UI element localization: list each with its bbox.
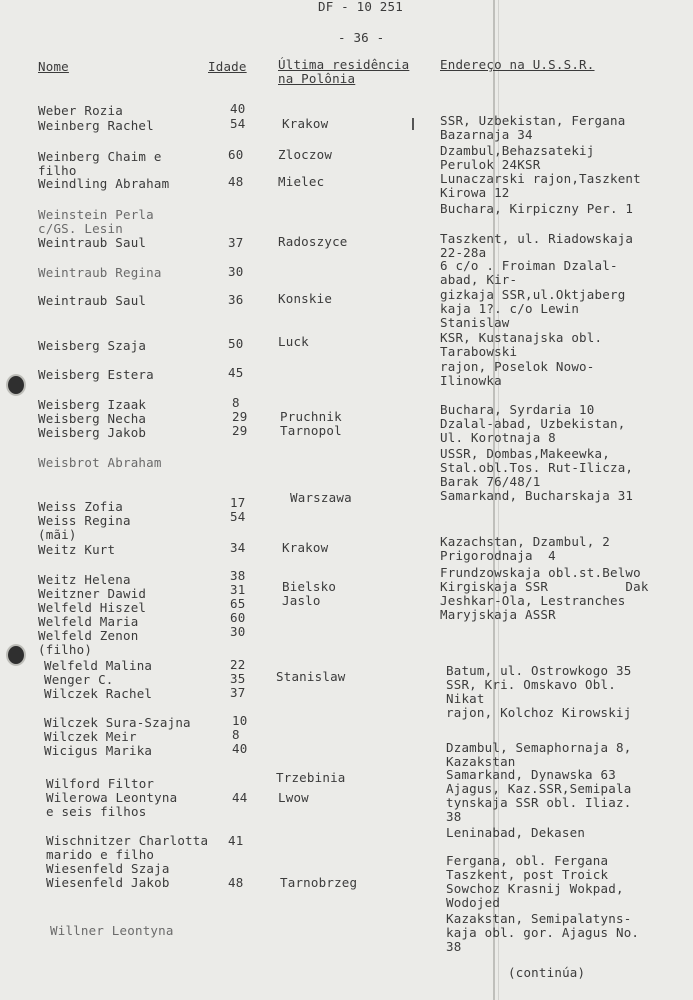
cell-address: Taszkent, ul. Riadowskaja 22-28a — [440, 231, 634, 260]
cell-residence: Krakow — [282, 540, 329, 555]
cell-age: 37 — [228, 235, 244, 250]
cell-age: 17 54 — [230, 495, 246, 524]
cell-address: Kazachstan, Dzambul, 2 Prigorodnaja 4 — [440, 534, 610, 563]
column-header-name: Nome — [38, 59, 69, 74]
cell-address: Buchara, Kirpiczny Per. 1 — [440, 201, 634, 216]
cell-address: Buchara, Syrdaria 10 Dzalal-abad, Uzbekistan, Ul. Korotnaja 8 — [440, 402, 626, 445]
cell-name: Weisberg Szaja — [38, 338, 147, 353]
cell-age: 10 8 40 — [232, 713, 248, 756]
cell-residence: Bielsko Jaslo — [282, 579, 337, 608]
cell-address: Batum, ul. Ostrowkogo 35 SSR, Kri. Omskavo Obl. Nikat rajon, Kolchoz Kirowskij — [446, 663, 632, 720]
cell-address: SSR, Uzbekistan, Fergana Bazarnaja 34 — [440, 113, 626, 142]
cell-age: 44 — [232, 790, 248, 805]
cell-residence: Pruchnik Tarnopol — [280, 409, 342, 438]
cell-address: USSR, Dombas,Makeewka, Stal.obl.Tos. Rut-Ilicza, Barak 76/48/1 — [440, 446, 634, 489]
cell-name: Wilford Filtor Wilerowa Leontyna e seis filhos — [46, 776, 178, 819]
cell-age: 38 31 65 60 30 — [230, 568, 246, 639]
column-header-address: Endereço na U.S.S.R. — [440, 57, 595, 72]
column-header-age: Idade — [208, 59, 247, 74]
cell-residence: Trzebinia — [276, 770, 346, 785]
cell-name: Weisberg Estera — [38, 367, 154, 382]
cell-address: gizkaja SSR,ul.Oktjaberg kaja 1?. c/o Lewin Stanislaw — [440, 287, 626, 330]
cell-name: Weisberg Izaak Weisberg Necha Weisberg Jakob — [38, 397, 147, 440]
cell-address: 6 c/o . Froiman Dzalal- abad, Kir- — [440, 258, 618, 287]
cell-name: Weinstein Perla c/GS. Lesin — [38, 207, 154, 236]
cell-residence: Mielec — [278, 174, 325, 189]
cell-age: 54 — [230, 116, 246, 131]
cell-residence: Konskie — [278, 291, 333, 306]
cell-residence: Warszawa — [290, 490, 352, 505]
cell-residence: Radoszyce — [278, 234, 348, 249]
cell-address: Lunaczarski rajon,Taszkent Kirowa 12 — [440, 171, 641, 200]
cell-name: Weindling Abraham — [38, 176, 170, 191]
cell-name: Weitz Kurt — [38, 542, 116, 557]
cell-name: Weintraub Regina — [38, 265, 162, 280]
cell-name: Wilczek Sura-Szajna Wilczek Meir Wicigus Marika — [44, 715, 191, 758]
cell-address: Samarkand, Dynawska 63 Ajagus, Kaz.SSR,Semipala tynskaja SSR obl. Iliaz. 38 — [446, 767, 632, 824]
cell-residence: Zloczow — [278, 147, 333, 162]
cell-name: Weber Rozia — [38, 103, 123, 118]
cell-name: Weitz Helena Weitzner Dawid Welfeld Hiszel Welfeld Maria Welfeld Zenon (filho) — [38, 572, 147, 657]
cell-name: Welfeld Malina Wenger C. Wilczek Rachel — [44, 658, 153, 701]
cell-name: Willner Leontyna — [50, 923, 174, 938]
page-number: - 36 - — [338, 30, 385, 45]
cell-address: Frundzowskaja obl.st.Belwo Kirgiskaja SSR Dak Jeshkar-Ola, Lestranches Maryjskaja ASSR — [440, 565, 649, 622]
document-reference: DF - 10 251 — [318, 0, 403, 14]
cell-address: Leninabad, Dekasen Fergana, obl. Fergana Taszkent, post Troick Sowchoz Krasnij Wokpad, Wodojed — [446, 825, 624, 910]
cell-name: Weinberg Rachel — [38, 118, 154, 133]
cell-age: 36 — [228, 292, 244, 307]
cell-age: 34 — [230, 540, 246, 555]
cell-name: Weintraub Saul — [38, 293, 147, 308]
cell-name: Weinberg Chaim e filho — [38, 149, 162, 178]
ink-mark — [412, 118, 414, 130]
cell-name: Weiss Zofia Weiss Regina (mãi) — [38, 499, 131, 542]
punch-hole — [6, 374, 26, 396]
cell-address: Dzambul, Semaphornaja 8, Kazakstan — [446, 740, 632, 769]
cell-age: 45 — [228, 365, 244, 380]
cell-age: 22 35 37 — [230, 657, 246, 700]
cell-age: 40 — [230, 101, 246, 116]
cell-age: 60 — [228, 147, 244, 162]
cell-residence: Krakow — [282, 116, 329, 131]
continued-note: (continúa) — [508, 965, 586, 980]
cell-residence: Tarnobrzeg — [280, 875, 358, 890]
cell-address: rajon, Poselok Nowo- Ilinowka — [440, 359, 595, 388]
cell-address: Kazakstan, Semipalatyns- kaja obl. gor. Ajagus No. 38 — [446, 911, 640, 954]
cell-age: 50 — [228, 336, 244, 351]
cell-age: 30 — [228, 264, 244, 279]
cell-name: Weisbrot Abraham — [38, 455, 162, 470]
cell-address: Samarkand, Bucharskaja 31 — [440, 488, 634, 503]
cell-residence: Lwow — [278, 790, 309, 805]
cell-age: 48 — [228, 174, 244, 189]
cell-residence: Luck — [278, 334, 309, 349]
cell-address: Dzambul,Behazsatekij Perulok 24KSR — [440, 143, 595, 172]
cell-residence: Stanislaw — [276, 669, 346, 684]
punch-hole — [6, 644, 26, 666]
cell-age: 8 29 29 — [232, 395, 248, 438]
cell-name: Weintraub Saul — [38, 235, 147, 250]
cell-address: KSR, Kustanajska obl. Tarabowski — [440, 330, 603, 359]
cell-name: Wischnitzer Charlotta marido e filho Wiesenfeld Szaja Wiesenfeld Jakob — [46, 833, 209, 890]
cell-age: 41 48 — [228, 833, 244, 890]
column-header-residence: Última residência na Polônia — [278, 57, 410, 86]
